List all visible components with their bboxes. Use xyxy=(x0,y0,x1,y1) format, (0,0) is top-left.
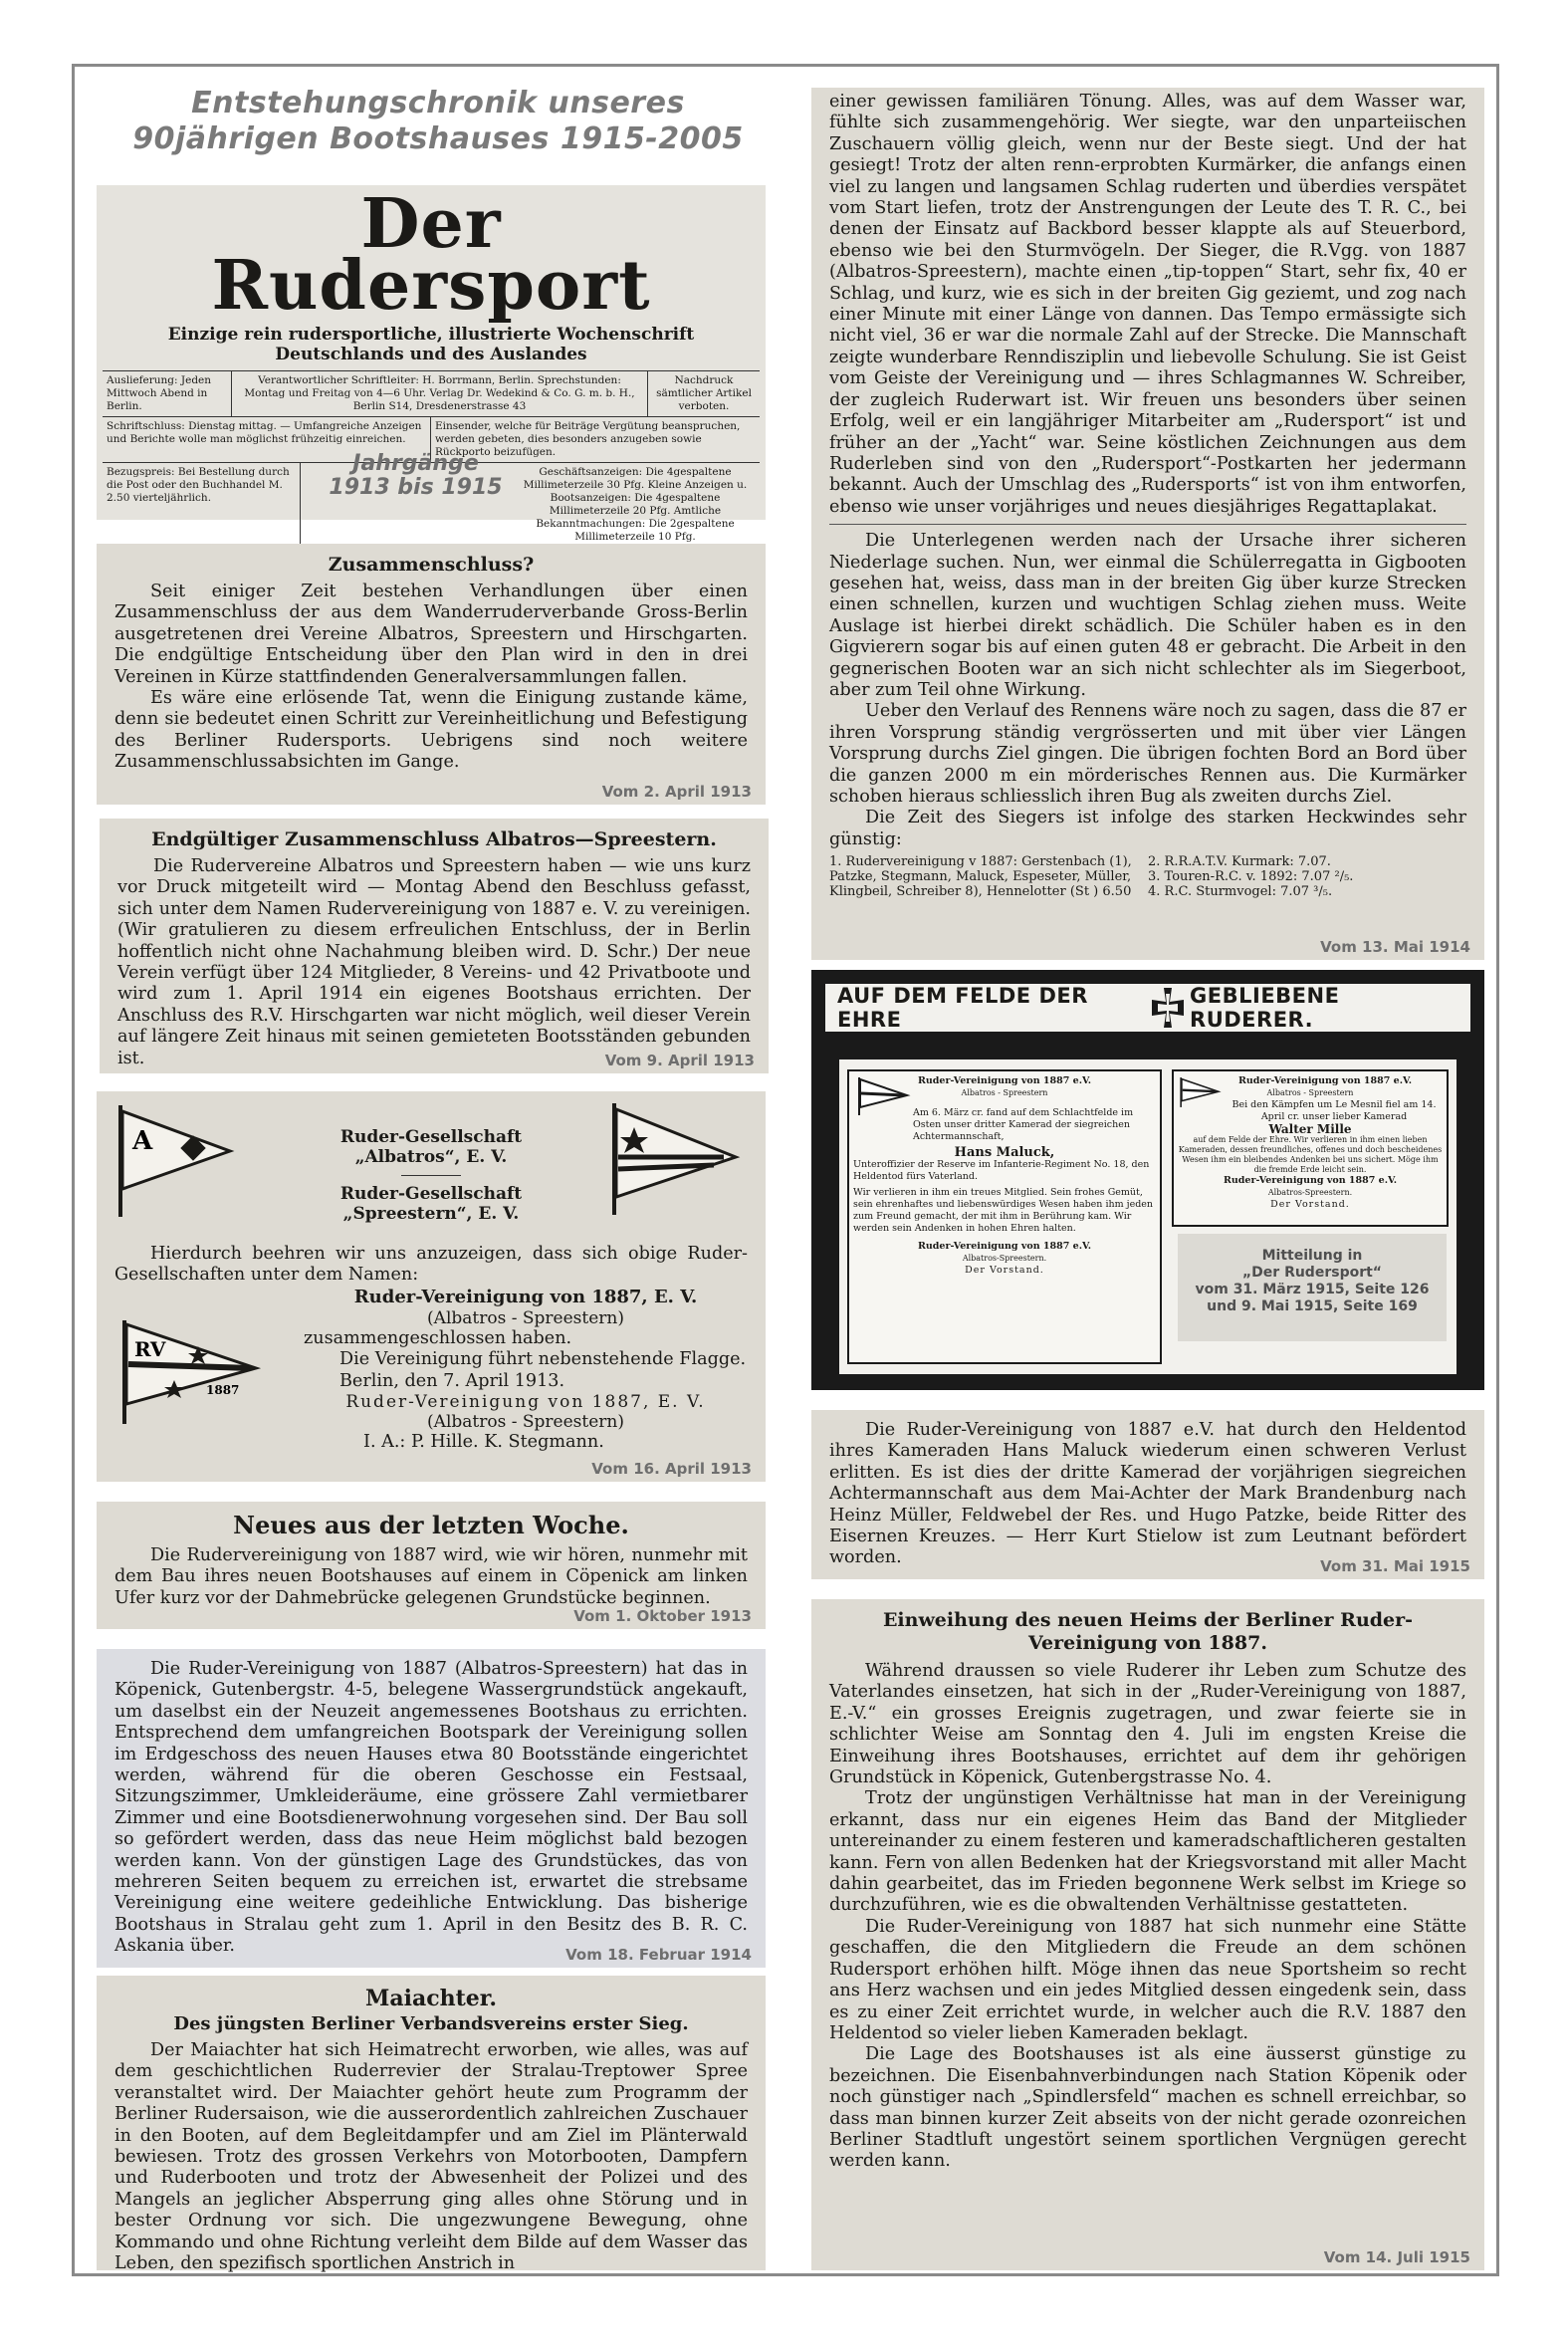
clipping-zusammenschluss: Zusammenschluss? Seit einiger Zeit bestehen Verhandlungen über einen Zusammenschluss der aus dem Wanderruderverbande Gross-Berlin ausgetretenen drei Vereine Albatros, Spreestern und Hirschgarten. Die endgültige Entscheidung über den Plan wird in den in drei Vereinen in Kürze stattfindenden Generalversammlungen fallen. Es wäre eine erlösende Tat, wenn die Einigung zustande käme, denn sie bedeutet einen Schritt zur Vereinheitlichung und Befestigung des Berliner Rudersports. Uebrigens sind noch weitere Zusammenschlussabsichten im Gange. Vom 2. April 1913 xyxy=(97,544,766,805)
new-club-name: Ruder-Vereinigung von 1887, E. V. xyxy=(353,1286,698,1307)
rv-flag-icon xyxy=(1178,1075,1222,1109)
masthead-auslieferung: Auslieferung: Jeden Mittwoch Abend in Berlin. xyxy=(103,371,232,416)
race-results xyxy=(829,854,1466,899)
clipping-title: Endgültiger Zusammenschluss Albatros—Spreestern. xyxy=(151,828,717,850)
clipping-date: Vom 14. Juli 1915 xyxy=(1323,2248,1470,2266)
clipping-endgueltig: Endgültiger Zusammenschluss Albatros—Spreestern. Die Rudervereine Albatros und Spreestern haben — wie uns kurz vor Druck mitgeteilt wird — Montag Abend den Beschluss gefasst, sich unter dem Namen Rudervereinigung von 1887 e. V. zu vereinigen. (Wir gratulieren zu diesem erfreulichen Entschluss, der in Berlin hoffentlich nicht ohne Nachahmung bleiben wird. D. Schr.) Der neue Verein verfügt über 124 Mitglieder, 8 Vereins- und 42 Privatboote und wird zum 1. April 1914 ein eigenes Bootshaus errichten. Der Anschluss des R.V. Hirschgarten war nicht möglich, weil dieser Verein auf längere Zeit hinaus mit seinen gemieteten Bootsständen gebunden ist. Vom 9. April 1913 xyxy=(100,819,769,1073)
memorial-header: AUF DEM FELDE DER EHRE GEBLIEBENE RUDERER. xyxy=(825,984,1470,1032)
flag-letters: RV xyxy=(134,1337,166,1361)
memorial-card-mille: Ruder-Vereinigung von 1887 e.V. Albatros - Spreestern Bei den Kämpfen um Le Mesnil fiel am 14. April cr. unser lieber Kamerad Walter Mille auf dem Felde der Ehre. Wir verlieren in ihm einen lieben Kameraden, dessen freundliches, offenes und doch bescheidenes Wesen ihm ein bleibendes Andenken bei uns sichert. Möge ihm die fremde Erde leicht sein. Ruder-Vereinigung von 1887 e.V. Albatros-Spreestern. Der Vorstand. xyxy=(1172,1069,1449,1227)
fallen-name: Hans Maluck, xyxy=(954,1145,1055,1160)
clipping-title: Zusammenschluss? xyxy=(328,554,535,576)
masthead-nachdruck: Nachdruck sämtlicher Artikel verboten. xyxy=(656,374,752,412)
clipping-maluck: Die Ruder-Vereinigung von 1887 e.V. hat durch den Heldentod ihres Kameraden Hans Maluck wiederum einen schweren Verlust erlitten. Es ist dies der dritte Kamerad der vorjährigen siegreichen Achtermannschaft aus dem Mai-Achter der Mark Brandenburg nach Heinz Müller, Feldwebel der Res. und Hugo Patzke, beide Ritter des Eisernen Kreuzes. — Herr Kurt Stielow ist zum Leutnant befördert worden. Vom 31. Mai 1915 xyxy=(811,1410,1484,1579)
memorial-body xyxy=(839,1059,1456,1374)
clipping-maiachter: Maiachter. Des jüngsten Berliner Verbandsvereins erster Sieg. Der Maiachter hat sich Heimatrecht erworben, wie alles, was auf dem geschichtlichen Ruderrevier der Stralau-Treptower Spree veranstaltet wird. Der Maiachter gehört heute zum Programm der Berliner Rudersaison, wie die ausserordentlich zahlreichen Zuschauer in den Booten, auf dem Begleitdampfer und am Ziel im Plänterwald bewiesen. Trotz des grossen Verkehrs von Motorbooten, Dampfern und Ruderbooten und trotz der Abwesenheit der Polizei und des Mangels an jeglicher Absperrung ging alles ohne Störung und in bester Ordnung vor sich. Die ungezwungene Bewegung, ohne Kommando und ohne Richtung verleiht dem Bilde auf dem Wasser das Leben, den spezifisch sportlichen Anstrich in xyxy=(97,1976,766,2270)
memorial-card-maluck: Ruder-Vereinigung von 1887 e.V. Albatros - Spreestern Am 6. März cr. fand auf dem Schlachtfelde im Osten unser dritter Kamerad der siegreichen Achtermannschaft, Hans Maluck, Unteroffizier der Reserve im Infanterie-Regiment No. 18, den Heldentod fürs Vaterland. Wir verlieren in ihm ein treues Mitglied. Sein frohes Gemüt, sein ehrenhaftes und liebenswürdiges Wesen haben ihm jeden zum Freund gemacht, der mit ihm in Berührung kam. Wir werden sein Andenken in hohen Ehren halten. Ruder-Vereinigung von 1887 e.V. Albatros-Spreestern. Der Vorstand. xyxy=(847,1069,1162,1364)
clipping-koepenick: Die Ruder-Vereinigung von 1887 (Albatros-Spreestern) hat das in Köpenick, Gutenbergstr. 4-5, belegene Wassergrundstück angekauft, um daselbst ein der Neuzeit angemessenes Bootshaus zu errichten. Entsprechend dem umfangreichen Bootspark der Vereinigung sollen im Erdgeschoss des neuen Hauses etwa 80 Bootsstände eingerichtet werden, während für die oberen Geschosse ein Festsaal, Sitzungszimmer, Umkleideräume, eine grössere Zahl vermietbarer Zimmer und eine Bootsdienerwohnung vorgesehen sind. Der Bau soll so gefördert werden, dass das neue Heim möglichst bald bezogen werden kann. Von der günstigen Lage des Grundstückes, das von mehreren Seiten bequem zu erreichen ist, erwartet die strebsame Vereinigung eine weitere gedeihliche Entwicklung. Das bisherige Bootshaus in Stralau geht zum 1. April in den Besitz des B. R. C. Askania über. Vom 18. Februar 1914 xyxy=(97,1649,766,1968)
jahrgaenge-label: Jahrgänge 1913 bis 1915 xyxy=(329,451,503,500)
masthead-verantwortlich: Verantwortlicher Schriftleiter: H. Borrmann, Berlin. Sprechstunden: Montag und Freitag von 4—6 Uhr. Verlag Dr. Wedekind & Co. G. m. b. H., Berlin S14, Dresdenerstrasse 43 xyxy=(232,371,648,416)
masthead-einsender: Einsender, welche für Beiträge Vergütung beanspruchen, werden gebeten, dies besonders anzugeben sowie Rückporto beizufügen. xyxy=(435,420,741,458)
masthead-schriftschluss: Schriftschluss: Dienstag mittag. — Umfangreiche Anzeigen und Berichte wolle man möglichst frühzeitig einreichen. xyxy=(103,417,431,462)
clipping-title: Einweihung des neuen Heims der Berliner Ruder-Vereinigung von 1887. xyxy=(882,1609,1414,1654)
club-spreestern: Ruder-Gesellschaft „Spreestern“, E. V. xyxy=(339,1184,523,1224)
memorial-source-note: Mitteilung in „Der Rudersport“ vom 31. März 1915, Seite 126 und 9. Mai 1915, Seite 169 xyxy=(1178,1234,1447,1341)
clipping-title: Maiachter. xyxy=(365,1986,497,2011)
masthead-subtitle: Einzige rein rudersportliche, illustrierte Wochenschrift Deutschlands und des Auslandes xyxy=(167,325,695,364)
chronicle-title: Entstehungschronik unseres 90jährigen Bootshauses 1915-2005 xyxy=(132,86,744,156)
clipping-date: Vom 16. April 1913 xyxy=(591,1460,752,1478)
masthead-bezugspreis: Bezugspreis: Bei Bestellung durch die Post oder den Buchhandel M. 2.50 vierteljährlich. xyxy=(103,463,301,547)
masthead-geschaeftsanzeigen: Geschäftsanzeigen: Die 4gespaltene Millimeterzeile 30 Pfg. Kleine Anzeigen u. Bootsanzeigen: Die 4gespaltene Millimeterzeile 20 Pfg. Amtliche Bekanntmachungen: Die 2gespaltene Millimeterzeile 10 Pfg. xyxy=(523,466,748,543)
masthead xyxy=(97,184,766,543)
albatros-flag-icon xyxy=(111,1099,240,1219)
clipping-date: Vom 1. Oktober 1913 xyxy=(573,1607,752,1625)
clipping-neues: Neues aus der letzten Woche. Die Rudervereinigung von 1887 wird, wie wir hören, nunmehr mit dem Bau ihres neuen Bootshauses auf einem in Cöpenick am linken Ufer kurz vor der Dahmebrücke gelegenen Grundstücke beginnen. Vom 1. Oktober 1913 xyxy=(97,1502,766,1629)
masthead-title: Der Rudersport xyxy=(211,184,651,326)
clipping-subtitle: Des jüngsten Berliner Verbandsvereins erster Sieg. xyxy=(173,2013,689,2034)
spreestern-flag-icon xyxy=(604,1097,744,1217)
clipping-einweihung: Einweihung des neuen Heims der Berliner Ruder-Vereinigung von 1887. Während draussen so viele Ruderer ihr Leben zum Schutze des Vaterlandes einsetzen, hat sich in der „Ruder-Vereinigung von 1887, E.-V.“ ein grosses Ereignis zugetragen, und zwar feierte sie in schlichter Weise am Sonntag den 4. Juli im engsten Kreise die Einweihung ihres Bootshauses, errichtet auf dem ihr gehörigen Grundstück in Köpenick, Gutenbergstrasse No. 4. Trotz der ungünstigen Verhältnisse hat man in der Vereinigung erkannt, dass nur ein eigenes Heim das Band der Mitglieder untereinander zu einem festeren und kameradschaftlicheren gestalten kann. Fern von allen Bedenken hat der Kriegsvorstand mit aller Macht dahin gearbeitet, das im Frieden begonnene Werk selbst im Kriege so durchzuführen, wie es die obwaltenden Verhältnisse gestatteten. Die Ruder-Vereinigung von 1887 hat sich nunmehr eine Stätte geschaffen, die den Mitgliedern die Freude an dem schönen Rudersport erhöhen hilft. Möge ihnen das neue Sportsheim so recht ans Herz wachsen und ein jedes Mitglied dessen eingedenk sein, dass es zu einer Zeit errichtet wurde, in welcher auch die R.V. 1887 den Heldentod so vieler lieben Kameraden beklagt. Die Lage des Bootshauses ist als eine äusserst günstige zu bezeichnen. Die Eisenbahnverbindungen nach Station Köpenik oder noch günstiger nach „Spindlersfeld“ machen es schnell erreichbar, so dass man binnen kurzer Zeit abseits von der nicht gerade ozonreichen Berliner Stadtluft ungestört seinem sportlichen Vergnügen gerecht werden kann. Vom 14. Juli 1915 xyxy=(811,1599,1484,2270)
result-winner: 1. Rudervereinigung v 1887: Gerstenbach (1), Patzke, Stegmann, Maluck, Espeseter, Müller, Klingbeil, Schreiber 8), Hennelotter (St ) 6.50 xyxy=(829,854,1132,900)
flag-year: 1887 xyxy=(206,1383,240,1397)
result-4: 4. R.C. Sturmvogel: 7.07 ³/₅. xyxy=(1148,884,1333,900)
clipping-title: Neues aus der letzten Woche. xyxy=(233,1511,629,1539)
fallen-name: Walter Mille xyxy=(1268,1122,1352,1136)
iron-cross-icon xyxy=(1146,986,1190,1030)
club-albatros: Ruder-Gesellschaft „Albatros“, E. V. xyxy=(339,1127,523,1167)
clipping-maiachter-continued: einer gewissen familiären Tönung. Alles, was auf dem Wasser war, fühlte sich zusammengehörig. Wer siegte, war den unparteiischen Zuschauern völlig gleich, wenn nur der Beste siegt. Und der hat gesiegt! Trotz der alten renn-erprobten Kurmärker, die anfangs einen viel zu langen und langsamen Schlag ruderten und überdies verspätet vom Start liefen, trotz der Anstrengungen der Leute des T. R. C., bei denen der Einsatz auf Backbord besser klappte als auf Steuerbord, ebenso wie bei den Sturmvögeln. Der Sieger, die R.Vgg. von 1887 (Albatros-Spreestern), machte einen „tip-toppen“ Start, sehr fix, 40 er Schlag, und kurz, wie es sich in der breiten Gig geziemt, und zog nach einer Minute mit einer Länge von dannen. Das Tempo ermässigte sich nicht viel, 36 er war die normale Zahl auf der Strecke. Die Mannschaft zeigte wunderbare Renndisziplin und liebevolle Schulung. Sie ist Geist vom Geiste der Vereinigung und — ihres Schlagmannes W. Schreiber, der zugleich Ruderwart ist. Wir freuen uns besonders über seinen Erfolg, weil er ein langjähriger Mitarbeiter am „Rudersport“ ist und früher an der „Yacht“ war. Seine köstlichen Zeichnungen aus dem Ruderleben sind von den „Rudersport“-Postkarten her jedermann bekannt. Auch der Umschlag des „Rudersports“ ist von ihm entworfen, ebenso wie unser vorjähriges und neues diesjähriges Regattaplakat. Die Unterlegenen werden nach der Ursache ihrer sicheren Niederlage suchen. Nun, wer einmal die Schülerregatta in Gigbooten gesehen hat, weiss, dass man in der breiten Gig über kurze Strecken einen schnellen, kurzen und wuchtigen Schlag ziehen muss. Weite Auslage ist hierbei direkt schädlich. Die Schüler haben es in den Gigvierern sogar bis auf einen guten 48 er gebracht. Die Arbeit in den gegnerischen Booten war an sich nicht schlechter als im Siegerboot, aber zum Teil ohne Wirkung. Ueber den Verlauf des Rennens wäre noch zu sagen, dass die 87 er ihren Vorsprung ständig vergrösserten und mit über vier Längen Vorsprung durchs Ziel gingen. Die übrigen fochten Bord an Bord über die ganzen 2000 m ein mörderisches Rennen aus. Die Kurmärker schoben hieraus schliesslich ihren Bug als zweiten durchs Ziel. Die Zeit des Siegers ist infolge des starken Heckwindes sehr günstig: 1. Rudervereinigung v 1887: Gerstenbach (1), Patzke, Stegmann, Maluck, Espeseter, Müller, Klingbeil, Schreiber 8), Hennelotter (St ) 6.50 2. R.R.A.T.V. Kurmark: 7.07. 3. Touren-R.C. v. 1892: 7.07 ²/₅. 4. R.C. Sturmvogel: 7.07 ³/₅. Vom 13. Mai 1914 xyxy=(811,88,1484,960)
result-2: 2. R.R.A.T.V. Kurmark: 7.07. xyxy=(1148,854,1331,870)
clipping-date: Vom 2. April 1913 xyxy=(601,783,752,801)
result-3: 3. Touren-R.C. v. 1892: 7.07 ²/₅. xyxy=(1148,869,1354,885)
masthead-info-grid xyxy=(103,370,760,416)
flag-letter: A xyxy=(132,1126,153,1156)
rv-1887-flag-icon xyxy=(116,1316,266,1426)
clipping-date: Vom 31. Mai 1915 xyxy=(1320,1557,1470,1575)
clipping-date: Vom 13. Mai 1914 xyxy=(1320,938,1470,956)
clipping-anzeige: A Ruder-Gesellschaft „Albatros“, E. V. Ruder-Gesellschaft „Spreestern“, E. V. Hierdurch beehren wir uns anzuzeigen, dass sich obige Ruder-Gesellschaften unter dem Namen: RV 1887 Ruder-Vereinigung von 1887, E. V. (Albatros - Spreestern) zusammengeschlossen haben. Die Vereinigung führt nebenstehende Flagge. Berlin, den 7. April 1913. Ruder-Vereinigung von 1887, E. V. (Albatros - Spreestern) I. A.: P. Hille. K. Stegmann. Vom 16. April 1913 xyxy=(97,1091,766,1482)
clipping-date: Vom 18. Februar 1914 xyxy=(565,1946,752,1964)
rv-flag-icon xyxy=(855,1075,911,1117)
clipping-date: Vom 9. April 1913 xyxy=(604,1052,755,1069)
